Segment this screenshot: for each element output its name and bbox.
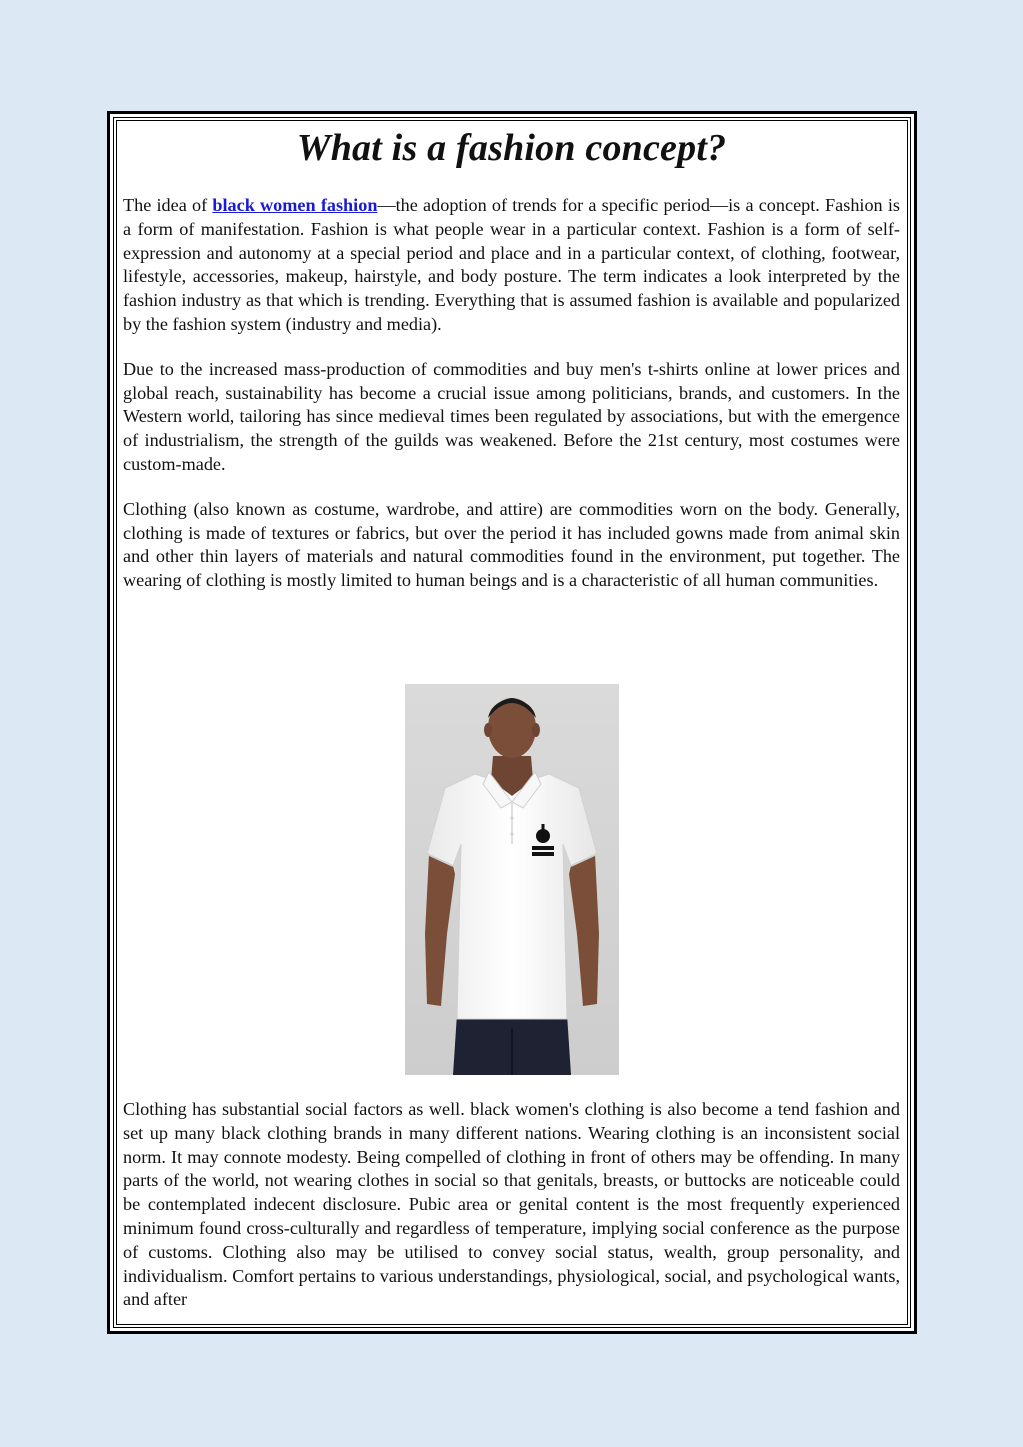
paragraph-mass-production: Due to the increased mass-production of commodities and buy men's t-shirts online at lower prices and global reach, sustainability has become a crucial issue among politicians, brands, and customers. In the Western world, tailoring has since medieval times been regulated by associations, but with the emergence of industrialism, the strength of the guilds was weakened. Before the 21st century, most costumes were custom-made. bbox=[123, 358, 900, 474]
paragraph-intro bbox=[123, 194, 900, 337]
paragraph-intro-lead: The idea of bbox=[123, 195, 213, 215]
black-women-fashion-link[interactable]: black women fashion bbox=[212, 195, 378, 215]
page-title: What is a fashion concept? bbox=[296, 127, 727, 169]
product-photo-white-polo bbox=[405, 684, 619, 1075]
paragraph-intro-body: —the adoption of trends for a specific period—is a concept. Fashion is a form of manifestation. Fashion is what people wear in a particular context. Fashion is a form of self-expression and autonomy at a special period and place and in a particular context, of clothing, footwear, lifestyle, accessories, makeup, hairstyle, and body posture. The term indicates a look interpreted by the fashion industry as that which is trending. Everything that is assumed fashion is available and popularized by the fashion system (industry and media). bbox=[123, 195, 900, 334]
article-content bbox=[123, 122, 900, 593]
paragraph-clothing-definition: Clothing (also known as costume, wardrobe, and attire) are commodities worn on the body. Generally, clothing is made of textures or fabrics, but over the period it has included gowns made from animal skin and other thin layers of materials and natural commodities found in the environment, put together. The wearing of clothing is mostly limited to human beings and is a characteristic of all human communities. bbox=[123, 498, 900, 591]
paragraph-social-factors: Clothing has substantial social factors as well. black women's clothing is also become a tend fashion and set up many black clothing brands in many different nations. Wearing clothing is an inconsistent social norm. It may connote modesty. Being compelled of clothing in front of others may be offending. In many parts of the world, not wearing clothes in social so that genitals, breasts, or buttocks are noticeable could be contemplated indecent disclosure. Pubic area or genital content is the most frequently experienced minimum found cross-culturally and regardless of temperature, implying social conference as the purpose of customs. Clothing also may be utilised to convey social status, wealth, group personality, and individualism. Comfort pertains to various understandings, physiological, social, and psychological wants, and after bbox=[123, 1099, 900, 1310]
